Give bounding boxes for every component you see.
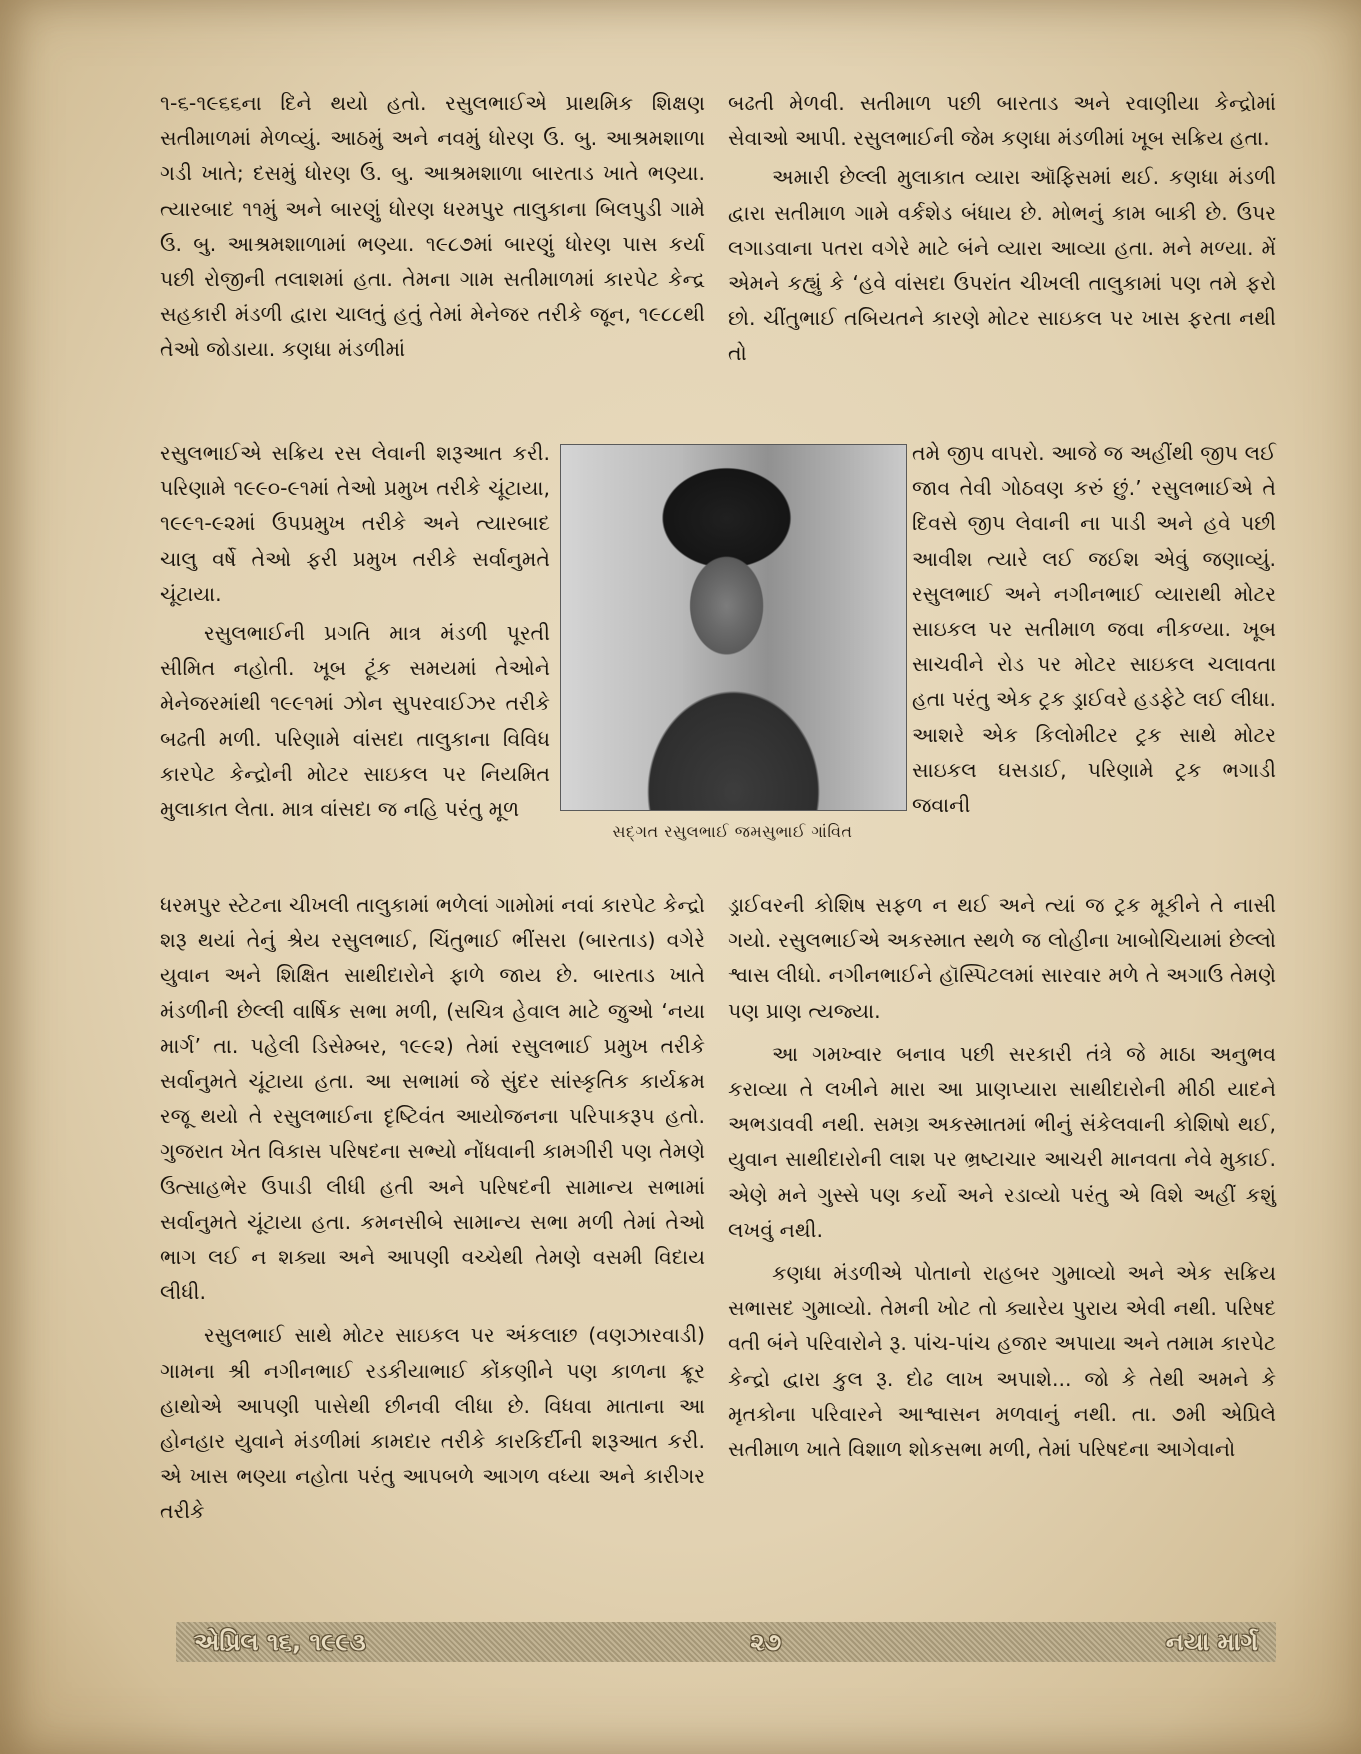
article-column-left-lower [160,888,705,1530]
portrait-photo [560,444,907,811]
footer-date: એપ્રિલ ૧૬, ૧૯૯૩ [194,1628,366,1656]
paragraph-left-1: ૧-૬-૧૯૬૬ના દિને થયો હતો. રસુલભાઈએ પ્રાથમિક શિક્ષણ સતીમાળમાં મેળવ્યું. આઠમું અને નવમું ધોરણ ઉ. બુ. આશ્રમશાળા ગડી ખાતે; દસમું ધોરણ ઉ. બુ. આશ્રમશાળા બારતાડ ખાતે ભણ્યા. ત્યારબાદ ૧૧મું અને બારણું ધોરણ ધરમપુર તાલુકાના બિલપુડી ગામે ઉ. બુ. આશ્રમશાળામાં ભણ્યા. ૧૯૮૭માં બારણું ધોરણ પાસ કર્યા પછી રોજીની તલાશમાં હતા. તેમના ગામ સતીમાળમાં કારપેટ કેન્દ્ર સહકારી મંડળી દ્વારા ચાલતું હતું તેમાં મેનેજર તરીકે જૂન, ૧૯૮૮થી તેઓ જોડાયા. કણધા મંડળીમાં [160,91,705,362]
paragraph-right-2: અમારી છેલ્લી મુલાકાત વ્યારા ઑફિસમાં થઈ. કણધા મંડળી દ્વારા સતીમાળ ગામે વર્કશેડ બંધાય છે. મોભનું કામ બાકી છે. ઉપર લગાડવાના પતરા વગેરે માટે બંને વ્યારા આવ્યા હતા. મને મળ્યા. મેં એમને કહ્યું કે ‘હવે વાંસદા ઉપરાંત ચીખલી તાલુકામાં પણ તમે ફરો છો. ચીંતુભાઈ તબિયતને કારણે મોટર સાઇકલ પર ખાસ ફરતા નથી તો [728,165,1276,366]
article-column-right-lower [728,888,1276,1467]
footer-band [176,1622,1276,1662]
photo-caption: સદ્‌ગત રસુલભાઈ જમસુભાઈ ગાંવિત [612,822,853,841]
article-column-left [160,86,705,368]
paragraph-left-5: રસુલભાઈ સાથે મોટર સાઇકલ પર અંકલાછ (વણઝારવાડી) ગામના શ્રી નગીનભાઈ રડકીયાભાઈ કોંકણીને પણ કાળના ક્રૂર હાથોએ આપણી પાસેથી છીનવી લીધા છે. વિધવા માતાના આ હોનહાર યુવાને મંડળીમાં કામદાર તરીકે કારકિર્દીની શરૂઆત કરી. એ ખાસ ભણ્યા નહોતા પરંતુ આપબળે આગળ વધ્યા અને કારીગર તરીકે [160,1323,705,1524]
paragraph-right-6: કણધા મંડળીએ પોતાનો રાહબર ગુમાવ્યો અને એક સક્રિય સભાસદ ગુમાવ્યો. તેમની ખોટ તો ક્યારેય પુરાય એવી નથી. પરિષદ વતી બંને પરિવારોને રૂ. પાંચ-પાંચ હજાર અપાયા અને તમામ કારપેટ કેન્દ્રો દ્વારા કુલ રૂ. દોઢ લાખ અપાશે... જો કે તેથી અમને કે મૃતકોના પરિવારને આશ્વાસન મળવાનું નથી. તા. ૭મી એપ્રિલે સતીમાળ ખાતે વિશાળ શોકસભા મળી, તેમાં પરિષદના આગેવાનો [728,1261,1276,1462]
paragraph-right-4: ડ્રાઈવરની કોશિષ સફળ ન થઈ અને ત્યાં જ ટ્રક મૂકીને તે નાસી ગયો. રસુલભાઈએ અકસ્માત સ્થળે જ લોહીના ખાબોચિયામાં છેલ્લો શ્વાસ લીધો. નગીનભાઈને હૉસ્પિટલમાં સારવાર મળે તે અગાઉ તેમણે પણ પ્રાણ ત્યજ્યા. [728,893,1276,1023]
paragraph-left-2: રસુલભાઈએ સક્રિય રસ લેવાની શરૂઆત કરી. પરિણામે ૧૯૯૦-૯૧માં તેઓ પ્રમુખ તરીકે ચૂંટાયા, ૧૯૯૧-૯૨માં ઉપપ્રમુખ તરીકે અને ત્યારબાદ ચાલુ વર્ષે તેઓ ફરી પ્રમુખ તરીકે સર્વાનુમતે ચૂંટાયા. [160,441,550,606]
page-number: ૨૭ [750,1628,782,1656]
paragraph-right-1: બઢતી મેળવી. સતીમાળ પછી બારતાડ અને રવાણીયા કેન્દ્રોમાં સેવાઓ આપી. રસુલભાઈની જેમ કણધા મંડળીમાં ખૂબ સક્રિય હતા. [728,91,1276,151]
publication-name: નયા માર્ગ [1165,1628,1258,1656]
article-column-left-wrap [160,436,550,827]
article-column-right-wrap [912,436,1276,823]
paragraph-left-4: ધરમપુર સ્ટેટના ચીખલી તાલુકામાં ભળેલાં ગામોમાં નવાં કારપેટ કેન્દ્રો શરૂ થયાં તેનું શ્રેય રસુલભાઈ, ચિંતુભાઈ ભીંસરા (બારતાડ) વગેરે યુવાન અને શિક્ષિત સાથીદારોને ફાળે જાય છે. બારતાડ ખાતે મંડળીની છેલ્લી વાર્ષિક સભા મળી, (સચિત્ર હેવાલ માટે જુઓ ‘નયા માર્ગ’ તા. પહેલી ડિસેમ્બર, ૧૯૯૨) તેમાં રસુલભાઈ પ્રમુખ તરીકે સર્વાનુમતે ચૂંટાયા હતા. આ સભામાં જે સુંદર સાંસ્કૃતિક કાર્યક્રમ રજૂ થયો તે રસુલભાઈના દૃષ્ટિવંત આયોજનના પરિપાકરૂપ હતો. ગુજરાત ખેત વિકાસ પરિષદના સભ્યો નોંધવાની કામગીરી પણ તેમણે ઉત્સાહભેર ઉપાડી લીધી હતી અને પરિષદની સામાન્ય સભામાં સર્વાનુમતે ચૂંટાયા હતા. કમનસીબે સામાન્ય સભા મળી તેમાં તેઓ ભાગ લઈ ન શક્યા અને આપણી વચ્ચેથી તેમણે વસમી વિદાય લીધી. [160,893,705,1305]
paragraph-right-3: તમે જીપ વાપરો. આજે જ અહીંથી જીપ લઈ જાવ તેવી ગોઠવણ કરું છું.’ રસુલભાઈએ તે દિવસે જીપ લેવાની ના પાડી અને હવે પછી આવીશ ત્યારે લઈ જઈશ એવું જણાવ્યું. રસુલભાઈ અને નગીનભાઈ વ્યારાથી મોટર સાઇકલ પર સતીમાળ જવા નીકળ્યા. ખૂબ સાચવીને રોડ પર મોટર સાઇકલ ચલાવતા હતા પરંતુ એક ટ્રક ડ્રાઈવરે હડફેટે લઈ લીધા. આશરે એક કિલોમીટર ટ્રક સાથે મોટર સાઇકલ ઘસડાઈ, પરિણામે ટ્રક ભગાડી જવાની [912,441,1276,818]
paragraph-left-3: રસુલભાઈની પ્રગતિ માત્ર મંડળી પૂરતી સીમિત નહોતી. ખૂબ ટૂંક સમયમાં તેઓને મેનેજરમાંથી ૧૯૯૧માં ઝોન સુપરવાઈઝર તરીકે બઢતી મળી. પરિણામે વાંસદા તાલુકાના વિવિધ કારપેટ કેન્દ્રોની મોટર સાઇકલ પર નિયમિત મુલાકાત લેતા. માત્ર વાંસદા જ નહિ પરંતુ મૂળ [160,621,550,822]
article-column-right [728,86,1276,372]
paragraph-right-5: આ ગમખ્વાર બનાવ પછી સરકારી તંત્રે જે માઠા અનુભવ કરાવ્યા તે લખીને મારા આ પ્રાણપ્યારા સાથીદારોની મીઠી યાદને અભડાવવી નથી. સમગ્ર અકસ્માતમાં ભીનું સંકેલવાની કોશિષો થઈ, યુવાન સાથીદારોની લાશ પર ભ્રષ્ટાચાર આચરી માનવતા નેવે મુકાઈ. એણે મને ગુસ્સે પણ કર્યો અને રડાવ્યો પરંતુ એ વિશે અહીં કશું લખવું નથી. [728,1041,1276,1242]
